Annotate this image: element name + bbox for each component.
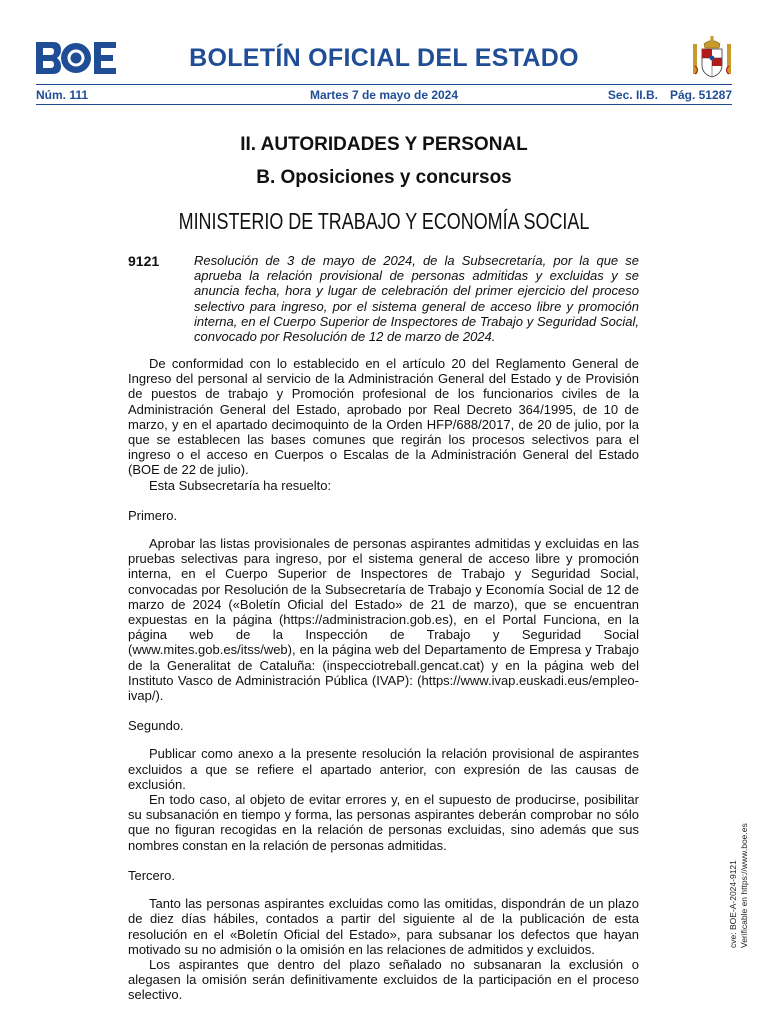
issue-number: Núm. 111 (36, 88, 89, 102)
header-rule-top (36, 84, 732, 85)
section-subtitle: B. Oposiciones y concursos (256, 167, 512, 188)
body-paragraph: Publicar como anexo a la presente resolución la relación provisional de aspirantes excluidos a que se refiere el apartado anterior, con expresión de las causas de exclusión. (128, 746, 639, 792)
article-heading-segundo: Segundo. (128, 718, 184, 734)
body-paragraph: De conformidad con lo establecido en el artículo 20 del Reglamento General de Ingreso del personal al servicio de la Administración General del Estado y de Provisión de puestos de trabajo y Promoción profesional de los funcionarios civiles de la Administración General del Estado, aprobado por Real Decreto 364/1995, de 10 de marzo, y en el apartado decimoquinto de la Orden HFP/688/2017, de 20 de julio, por la que se establecen las bases comunes que regirán los procesos selectivos para el ingreso o el acceso en Cuerpos o Escalas de la Administración General del Estado (BOE de 22 de julio). (128, 356, 639, 478)
body-paragraph: Esta Subsecretaría ha resuelto: (149, 477, 332, 493)
coat-of-arms-icon (690, 36, 734, 80)
body-paragraph: Los aspirantes que dentro del plazo señalado no subsanaran la exclusión o alegasen la omisión serán definitivamente excluidos de la participación en el proceso selectivo. (128, 956, 639, 1003)
article-heading-tercero: Tercero. (128, 867, 175, 883)
body-paragraph: En todo caso, al objeto de evitar errores y, en el supuesto de producirse, posibilitar su subsanación en tiempo y forma, las personas aspirantes deberán comprobar no sólo que no figuran recogidas en la relación de personas excluidas, sino además que sus nombres constan en la relación de personas admitidas. (128, 792, 639, 853)
body-paragraph: Tanto las personas aspirantes excluidas como las omitidas, dispondrán de un plazo de diez días hábiles, contados a partir del siguiente al de la publicación de esta resolución en el «Boletín Oficial del Estado», para subsanar los defectos que hayan motivado su no admisión o la omisión en las relaciones de admitidos y excluidos. (128, 896, 639, 957)
section-title: II. AUTORIDADES Y PERSONAL (240, 134, 528, 155)
section-code: Sec. II.B. (607, 88, 658, 102)
issue-date: Martes 7 de mayo de 2024 (309, 88, 459, 102)
boe-logo-icon (36, 42, 116, 74)
section-page-info (608, 88, 732, 102)
document-body (128, 356, 639, 1003)
verification-sidebar (728, 823, 750, 948)
disposition-number: 9121 (128, 253, 160, 269)
verification-link[interactable]: Verificable en https://www.boe.es (739, 823, 749, 948)
disposition-title: Resolución de 3 de mayo de 2024, de la Subsecretaría, por la que se aprueba la relación provisional de personas admitidas y excluidas y se anuncia fecha, hora y lugar de celebración del primer ejercicio del proceso selectivo para ingreso, por el sistema general de acceso libre y promoción interna, en el Cuerpo Superior de Inspectores de Trabajo y Seguridad Social, convocado por Resolución de 12 de marzo de 2024. (194, 253, 639, 345)
article-heading-primero: Primero. (128, 507, 178, 523)
header-rule-bottom (36, 104, 732, 105)
cve-code: cve: BOE-A-2024-9121 (728, 860, 738, 948)
journal-title: BOLETÍN OFICIAL DEL ESTADO (189, 44, 579, 72)
page-number: Pág. 51287 (669, 88, 732, 102)
ministry-name: MINISTERIO DE TRABAJO Y ECONOMÍA SOCIAL (178, 208, 590, 234)
body-paragraph: Aprobar las listas provisionales de personas aspirantes admitidas y excluidas en las pruebas selectivas para ingreso, por el sistema general de acceso libre y promoción interna, en el Cuerpo Superior de Inspectores de Trabajo y Seguridad Social, convocadas por Resolución de la Subsecretaría de Trabajo y Economía Social de 12 de marzo de 2024 («Boletín Oficial del Estado» de 21 de marzo), que se encuentran expuestas en la página (https://administracion.gob.es), en el Portal Funciona, en la página web de la Inspección de Trabajo y Seguridad Social (www.mites.gob.es/itss/web), en la página web del Departamento de Empresa y Trabajo de la Generalitat de Cataluña: (inspecciotreball.gencat.cat) y en la página web del Instituto Vasco de Administración Pública (IVAP): (https://www.ivap.euskadi.eus/empleo-ivap/). (128, 536, 639, 704)
